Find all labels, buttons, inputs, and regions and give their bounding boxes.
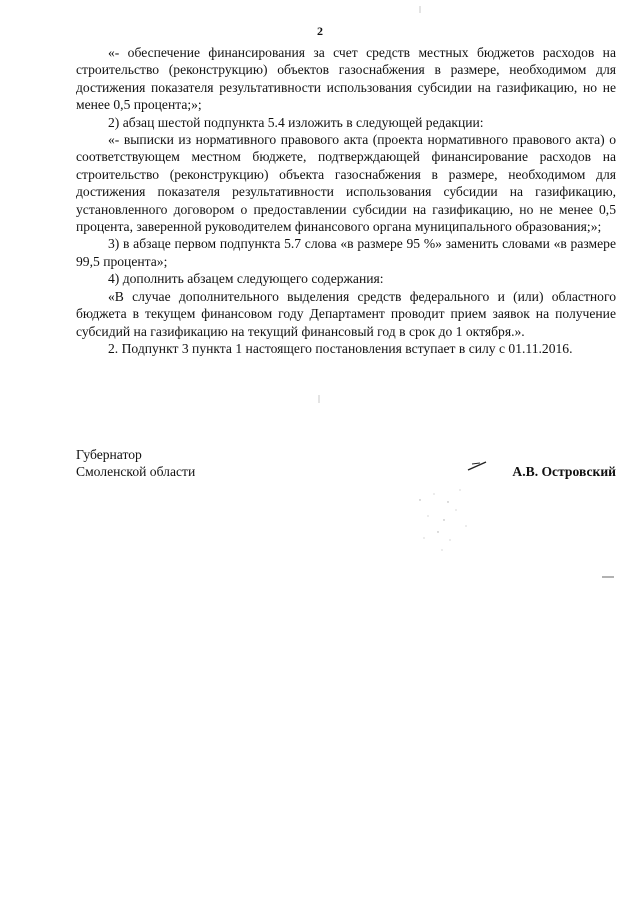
signature-block	[76, 446, 616, 486]
document-body	[76, 44, 616, 357]
paragraph-7: 2. Подпункт 3 пункта 1 настоящего постановления вступает в силу с 01.11.2016.	[108, 340, 573, 356]
paragraph-5: 4) дополнить абзацем следующего содержания:	[108, 271, 384, 287]
signatory-region: Смоленской области	[76, 464, 196, 480]
paragraph-1: «- обеспечение финансирования за счет средств местных бюджетов расходов на строительство (реконструкцию) объектов газоснабжения в размере, необходимом для достижения показателя результативности использования субсидии на газификацию, но не менее 0,5 процента;»;	[76, 45, 616, 113]
paragraph-4: 3) в абзаце первом подпункта 5.7 слова «в размере 95 %» заменить словами «в размере 99,5 процента»;	[76, 236, 616, 269]
handwritten-signature-mark	[466, 460, 488, 472]
signatory-name: А.В. Островский	[512, 464, 616, 479]
scan-mark	[602, 574, 616, 580]
scan-mark	[316, 395, 322, 405]
paragraph-6: «В случае дополнительного выделения средств федерального и (или) областного бюджета в текущем финансовом году Департамент проводит прием заявок на получение субсидий на газификацию на текущий финансовый год в срок до 1 октября.».	[76, 288, 616, 339]
scan-noise-speckles	[400, 480, 510, 560]
scan-mark	[418, 6, 422, 14]
page-number: 2	[317, 24, 323, 38]
signatory-title: Губернатор	[76, 447, 142, 462]
paragraph-3: «- выписки из нормативного правового акта (проекта нормативного правового акта) о соответствующем местном бюджете, подтверждающей финансирование расходов на строительство (реконструкцию) объекта газоснабжения в размере, необходимом для достижения показателя результативности использования субсидии на газификацию, установленного договором о предоставлении субсидии на газификацию, но не менее 0,5 процента, заверенной руководителем финансового органа муниципального образования;»;	[76, 132, 616, 235]
paragraph-2: 2) абзац шестой подпункта 5.4 изложить в следующей редакции:	[108, 114, 484, 130]
